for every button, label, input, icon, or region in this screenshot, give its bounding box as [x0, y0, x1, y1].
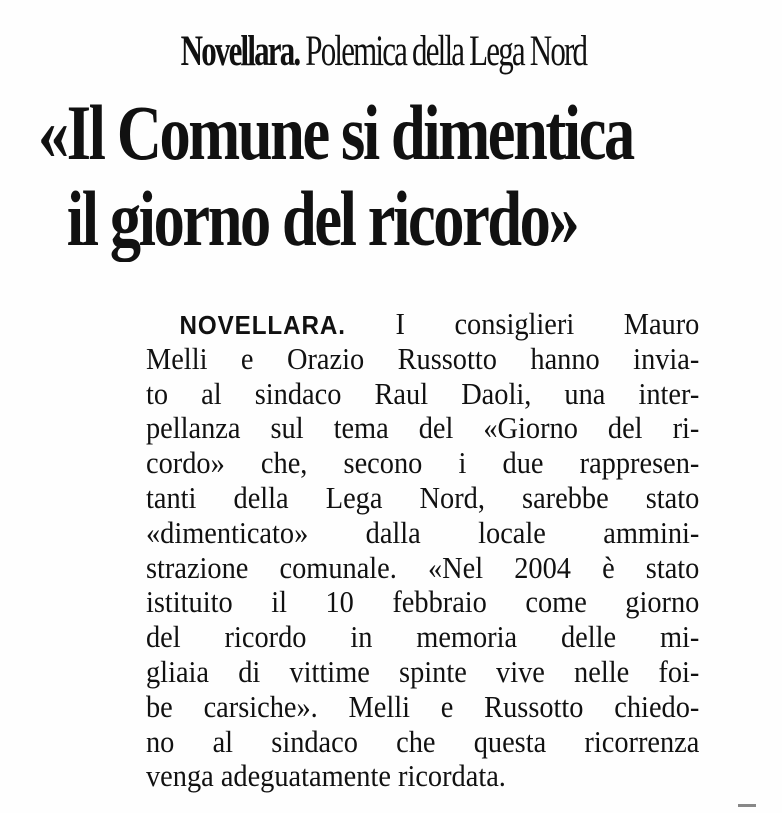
article-line: cordo» che, secono i due rappresen- [146, 446, 700, 481]
headline-line-2: il giorno del ricordo» [66, 175, 578, 262]
article-line: del ricordo in memoria delle mi- [146, 620, 700, 655]
headline [38, 90, 633, 262]
article-line: «dimenticato» dalla locale ammini- [146, 515, 700, 550]
article-line: to al sindaco Raul Daoli, una inter- [146, 376, 700, 411]
article-line: istituito il 10 febbraio come giorno [146, 585, 700, 620]
article-line: be carsiche». Melli e Russotto chiedo- [146, 689, 700, 724]
article-line: no al sindaco che questa ricorrenza [146, 724, 700, 759]
article-line-text: I consiglieri Mauro [395, 307, 700, 341]
article-lead: NOVELLARA. [179, 310, 346, 340]
headline-line-1: «Il Comune si dimentica [38, 89, 633, 176]
article-line: pellanza sul tema del «Giorno del ri- [146, 411, 700, 446]
kicker-place: Novellara. [180, 28, 300, 75]
article-line [146, 307, 699, 342]
article-line: tanti della Lega Nord, sarebbe stato [146, 480, 700, 515]
kicker-topic: Polemica della Lega Nord [305, 28, 587, 75]
article-line: gliaia di vittime spinte vive nelle foi- [146, 654, 700, 689]
scan-mark [738, 804, 756, 807]
article-line: venga adeguatamente ricordata. [146, 759, 506, 794]
article-line: Melli e Orazio Russotto hanno invia- [146, 341, 700, 376]
kicker [102, 30, 665, 73]
article-line: strazione comunale. «Nel 2004 è stato [146, 550, 700, 585]
article-body [146, 307, 699, 794]
